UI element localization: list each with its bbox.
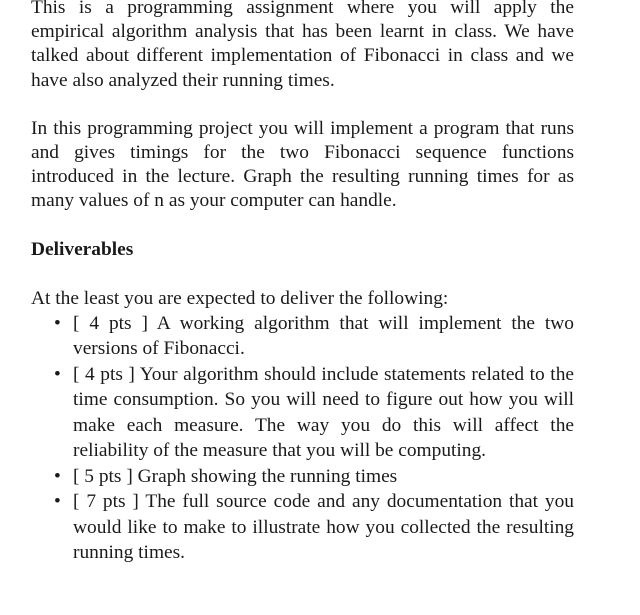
list-item — [31, 362, 574, 464]
deliverables-list — [31, 311, 574, 566]
intro-paragraph: This is a programming assignment where you will apply the empirical algorithm analysis that has been learnt in class. We have talked about different implementation of Fibonacci in class and we have also analyzed their running times. — [31, 0, 574, 91]
list-item-text: [ 7 pts ] The full source code and any documentation that you would like to make to illustrate how you collected the resulting running times. — [73, 491, 574, 564]
list-item-text: [ 4 pts ] A working algorithm that will implement the two versions of Fibonacci. — [73, 312, 574, 360]
list-item — [31, 464, 574, 490]
list-item-text: [ 5 pts ] Graph showing the running times — [73, 465, 398, 487]
bullet-icon: • — [54, 465, 61, 487]
bullet-icon: • — [54, 312, 61, 334]
assignment-document — [31, 0, 574, 566]
list-item — [31, 489, 574, 566]
list-item-text: [ 4 pts ] Your algorithm should include statements related to the time consumption. So you will need to figure out how you will make each measure. The way you do this will affect the reliability of the measure that you will be computing. — [73, 363, 574, 462]
deliverables-intro: At the least you are expected to deliver the following: — [31, 287, 449, 309]
deliverables-heading: Deliverables — [31, 238, 134, 260]
list-item — [31, 311, 574, 362]
bullet-icon: • — [54, 491, 61, 513]
bullet-icon: • — [54, 363, 61, 385]
project-paragraph: In this programming project you will implement a program that runs and gives timings for the two Fibonacci sequence functions introduced in the lecture. Graph the resulting running times for as many values of n as your computer can handle. — [31, 117, 574, 212]
